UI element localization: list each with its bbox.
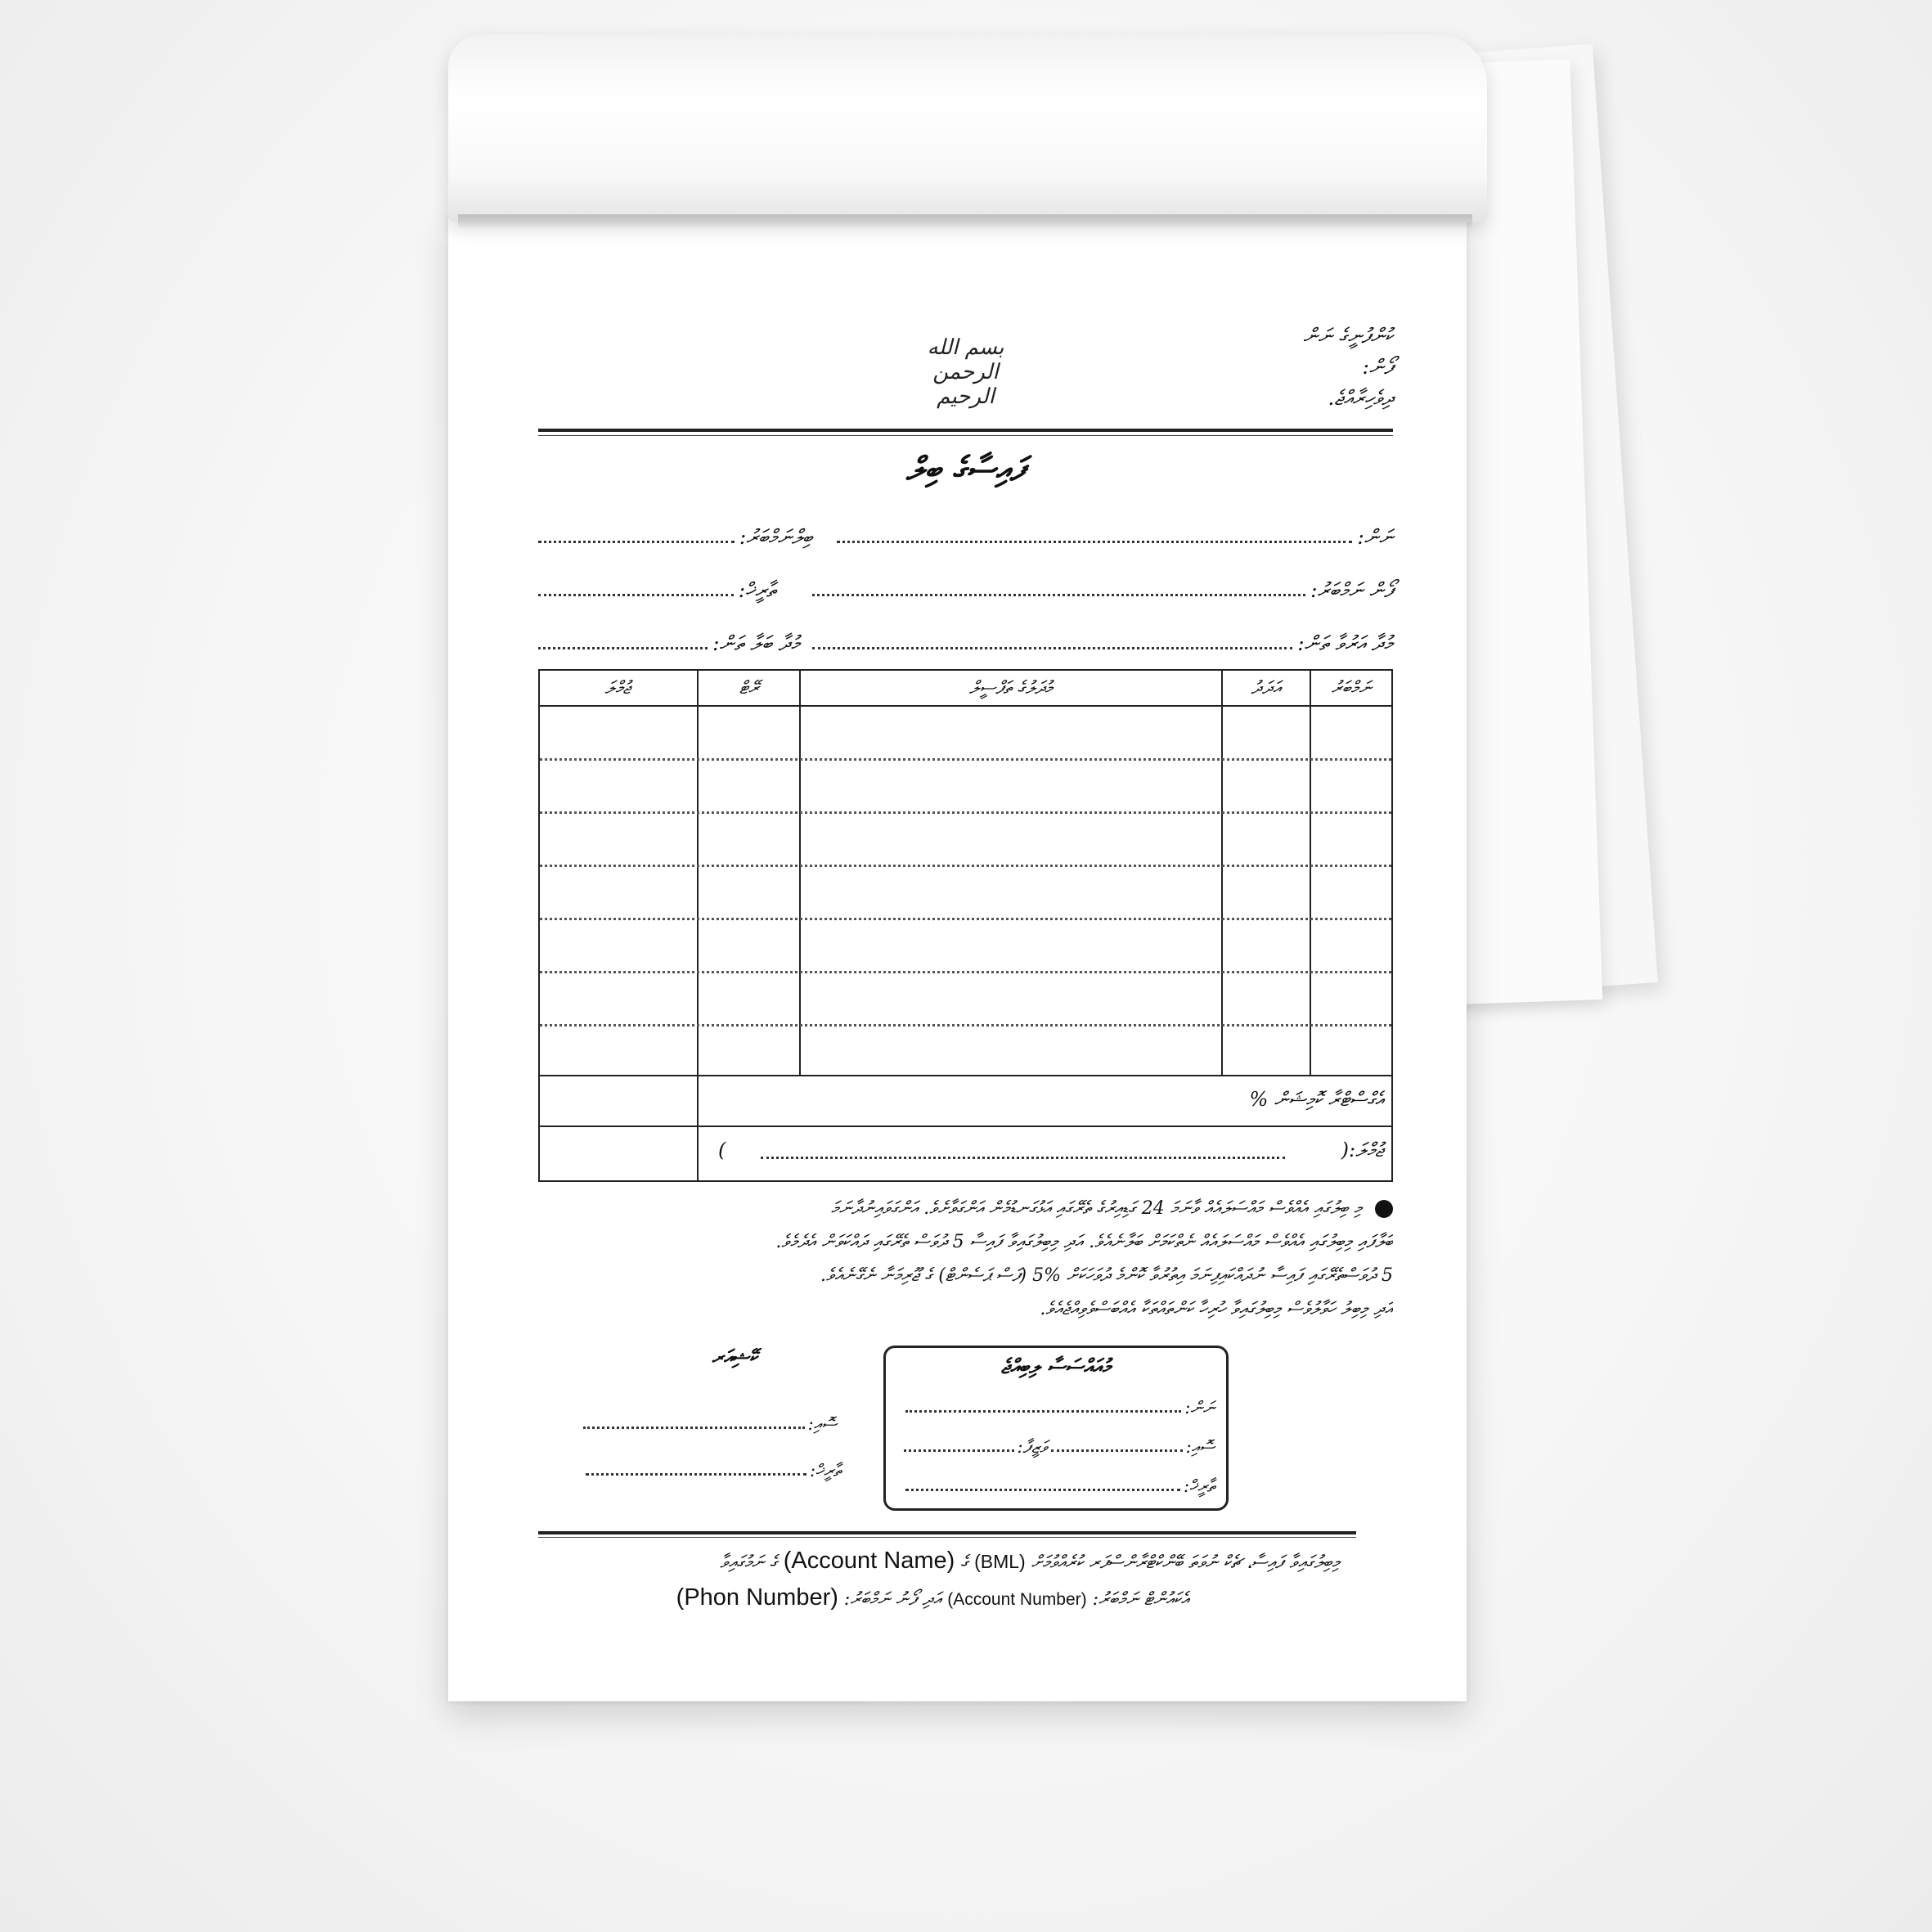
footer-text: ގެ	[960, 1552, 969, 1573]
footer-text: އަދި ފޯނު ނަމްބަރު:	[843, 1589, 942, 1610]
footer-bank-code: (BML)	[974, 1551, 1026, 1572]
org-country: ދިވެހިރާއްޖެ.	[1328, 386, 1393, 410]
field-row	[538, 517, 1393, 550]
column-header-rate: ރޭޓް	[739, 677, 759, 699]
table-row[interactable]	[540, 758, 1391, 761]
form-title: ފައިސާގެ ބިލް	[905, 450, 1026, 488]
summary-divider	[540, 1075, 1391, 1076]
cashier-signature-dotted-line	[583, 1427, 805, 1429]
receiver-position-dotted-line	[904, 1449, 1014, 1452]
column-divider	[1221, 671, 1223, 1076]
delivery-place-dotted-line	[812, 646, 1292, 649]
bill-number-label: ބިލްނަމްބަރު:	[739, 525, 812, 549]
org-name: ކުންފުނީގެ ނަން	[1303, 324, 1393, 348]
delivery-place-label: މުދާ އަރުވާ ތަން:	[1297, 631, 1393, 655]
receiving-place-field[interactable]	[538, 623, 800, 656]
footer-rule	[538, 1537, 1356, 1538]
stamp-box-title: މުއައްސަސާ ލިބިއްޖެ	[1000, 1355, 1112, 1378]
receiver-position-field[interactable]	[904, 1430, 1047, 1458]
footer-bank-line	[555, 1548, 1340, 1575]
receiver-position-label: ވަޒީފާ:	[1017, 1437, 1047, 1457]
note-line: 5 ދުވަސްތެރޭގައި ފައިސާ ނުދައްކައިފިނަމަ އިތުރުވާ ކޮންމެ ދުވަހަކަށް %5 (ފަސް ޕަސެންޓް) ގެ ޖޫރިމަނާ ނެގޭނެއެވެ.	[820, 1265, 1393, 1286]
footer-text: މިބިލުގައިވާ ފައިސާ، ޗެކް ނުވަތަ ބޭންކްޓްރާންސްފަރ ކުރެއްވުމަށް	[1031, 1552, 1340, 1573]
phone-number-dotted-line	[812, 593, 1305, 596]
column-divider	[697, 671, 699, 1180]
phone-number-label: ފޯން ނަމްބަރު:	[1310, 578, 1393, 602]
receiver-name-label: ނަން:	[1184, 1398, 1215, 1418]
footer-phone-number: (Phon Number)	[676, 1584, 838, 1611]
column-divider	[1310, 671, 1311, 1076]
cashier-signature-label: ސޮއި:	[807, 1414, 837, 1434]
table-row[interactable]	[540, 811, 1391, 814]
footer-text: އެކައުންޓް ނަމްބަރު:	[1092, 1589, 1188, 1610]
receiving-place-dotted-line	[538, 646, 708, 649]
header-rule	[538, 435, 1393, 436]
field-row	[538, 623, 1393, 656]
pad-binding	[448, 34, 1487, 222]
items-table	[538, 669, 1393, 1182]
organization-block	[1148, 321, 1393, 414]
delivery-place-field[interactable]	[812, 623, 1393, 656]
total-close-paren: )	[718, 1139, 726, 1161]
receiver-date-field[interactable]	[905, 1469, 1215, 1497]
total-in-words-dotted-line[interactable]	[761, 1139, 1285, 1159]
footer-text: ގެ ނަމުގައިވާ	[720, 1552, 778, 1573]
receiver-signature-label: ސޮއި:	[1185, 1437, 1215, 1457]
summary-divider	[540, 1126, 1391, 1127]
footer-account-number: (Account Number)	[947, 1590, 1087, 1609]
column-header-quantity: އަދަދު	[1251, 677, 1282, 699]
bill-number-field[interactable]	[538, 517, 812, 550]
field-row	[538, 570, 1393, 603]
receiver-name-field[interactable]	[905, 1391, 1215, 1418]
cashier-signature-field[interactable]	[583, 1407, 837, 1435]
date-field[interactable]	[538, 570, 775, 603]
header-rule	[538, 429, 1393, 432]
bismillah-calligraphy: بسم الله الرحمن الرحيم	[927, 335, 1004, 409]
table-row[interactable]	[540, 918, 1391, 920]
footer-rule	[538, 1531, 1356, 1534]
terms-notes	[538, 1192, 1393, 1326]
date-dotted-line	[538, 593, 734, 596]
total-label: ޖުމްލަ:(	[1341, 1139, 1383, 1161]
cashier-title: ކޭޝިއަރ	[712, 1345, 757, 1368]
footer-account-line	[555, 1584, 1188, 1611]
receiver-date-dotted-line	[905, 1489, 1180, 1491]
binding-shadow	[458, 214, 1472, 229]
note-line: ބަލާފައި މިބިލުގައި އެއްވެސް މައްސަލައެއް ނެތްކަމަށް ބަލާނެއެވެ. އަދި މިބިލުގައިވާ ފައިސާ 5 ދުވަސް ތެރޭގައި ދައްކަވަން އެދެމެވެ.	[775, 1232, 1393, 1252]
receiver-signature-dotted-line	[1051, 1449, 1183, 1452]
receiver-name-dotted-line	[905, 1410, 1181, 1413]
header-divider	[540, 705, 1391, 707]
note-line: މި ބިލުގައި އެއްވެސް މައްސަލައެއް ވާނަމަ 24 ގަޑިއިރުގެ ތެރޭގައި އަޅުގަނޑުމެން އަންގަވާށެވެ. އަންގަވައިނުދާނަމަ	[538, 1192, 1393, 1225]
name-field[interactable]	[837, 517, 1393, 550]
note-line: އަދި މިބިލު ހަވާލުވެސް މިބިލުގައިވާ ހުރިހާ ކަންތައްތަކާ އެއްބަސްވެވިއްޖެއެވެ.	[1040, 1299, 1393, 1319]
bill-number-dotted-line	[538, 540, 735, 543]
receiver-date-label: ތާރީޚް:	[1183, 1476, 1215, 1496]
cashier-date-field[interactable]	[586, 1453, 841, 1481]
column-header-description: މުދަލުގެ ތަފްސީލް	[969, 677, 1053, 699]
bullet-icon	[1375, 1200, 1393, 1218]
name-dotted-line	[837, 540, 1352, 543]
name-label: ނަން:	[1357, 525, 1393, 549]
cashier-date-label: ތާރީޚް:	[809, 1461, 841, 1480]
org-phone: ފޯން:	[1362, 355, 1393, 379]
discount-label: އެގްސްޓްރާ ކޮމިޝަން %	[1249, 1088, 1383, 1111]
receiving-place-label: މުދާ ބަލާ ތަން:	[712, 631, 800, 655]
column-divider	[799, 671, 801, 1076]
footer-account-name: (Account Name)	[783, 1548, 955, 1574]
column-header-number: ނަމްބަރު	[1331, 677, 1372, 699]
phone-number-field[interactable]	[812, 570, 1393, 603]
table-row[interactable]	[540, 865, 1391, 867]
invoice-sheet	[448, 214, 1467, 1701]
table-row[interactable]	[540, 1024, 1391, 1027]
date-label: ތާރީޚް:	[738, 578, 775, 602]
cashier-date-dotted-line	[586, 1473, 806, 1476]
receipt-stamp-box	[883, 1346, 1229, 1511]
receiver-signature-field[interactable]	[1051, 1430, 1215, 1458]
column-header-total: ޖުމްލަ	[604, 677, 631, 699]
table-row[interactable]	[540, 971, 1391, 973]
